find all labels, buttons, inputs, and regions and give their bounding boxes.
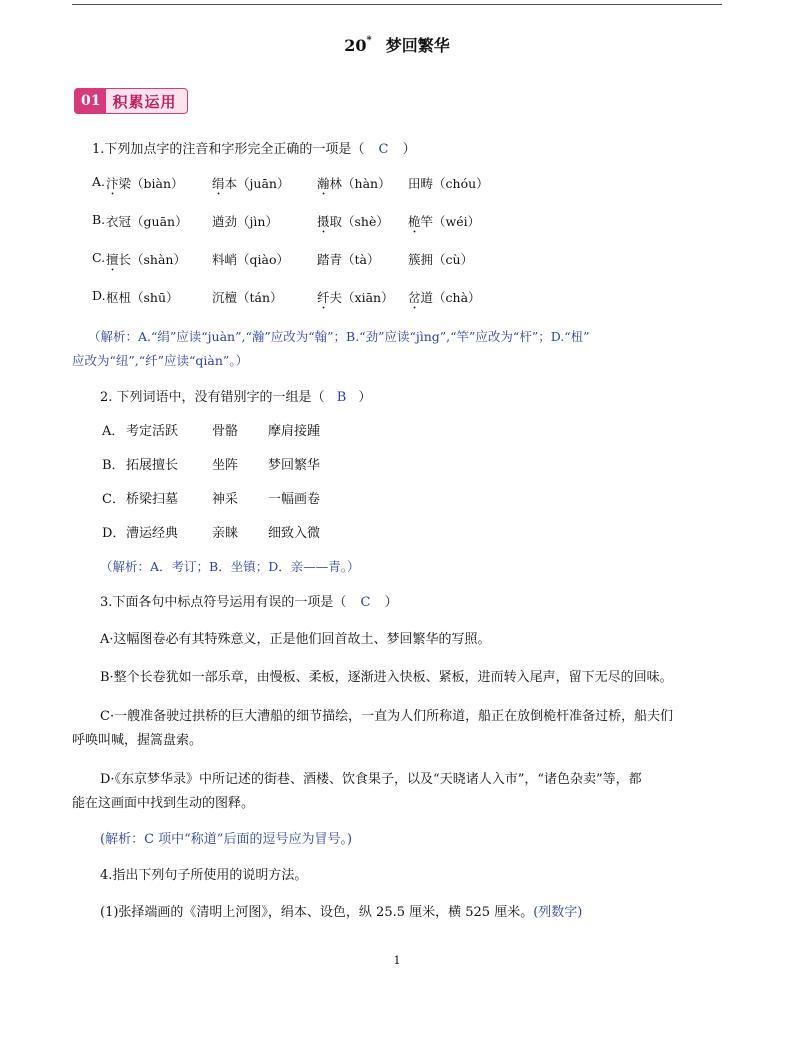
q3-answer: C [360, 595, 371, 610]
page-title [0, 33, 794, 56]
q2-c-word2: 神采 [212, 492, 239, 507]
q1-b-item1-char: 衣 [106, 214, 119, 229]
q1-b-item3-char: 摄 [317, 214, 330, 229]
q1-d-item4-rest: 道（chà） [420, 290, 481, 305]
q1-answer: C [378, 142, 389, 157]
q1-b-item3-rest: 取（shè） [329, 214, 389, 229]
q1-a-item1 [106, 174, 184, 198]
q1-b-item4 [408, 212, 480, 236]
q2-b-word3: 梦回繁华 [268, 458, 321, 473]
q1-d-item2-rest: 檀（tán） [224, 290, 283, 305]
q1-stem-text: 1.下列加点字的注音和字形完全正确的一项是（ [92, 142, 365, 157]
q2-d-label: D． [102, 526, 126, 541]
q3-option-d-line1: D·《东京梦华录》中所记述的街巷、酒楼、饮食果子，以及“天晓诸人入市”，“诸色杂卖”等，都 [100, 772, 642, 787]
q1-c-item1 [106, 250, 186, 274]
q1-a-item4-char: 田 [408, 176, 421, 191]
q1-a-label: A. [92, 174, 106, 189]
q1-c-item4-char: 簇 [408, 252, 421, 267]
q1-c-item1-char: 擅 [106, 252, 119, 267]
q1-c-item2-char: 料 [212, 252, 225, 267]
q1-a-item2 [212, 174, 289, 198]
lesson-star: * [366, 34, 372, 46]
q3-option-b: B·整个长卷犹如一部乐章，由慢板、柔板，逐渐进入快板、紧板，进而转入尾声，留下无尽的回味。 [100, 670, 673, 685]
q1-c-item4-rest: 拥（cù） [420, 252, 474, 267]
q3-close: ） [384, 595, 398, 610]
q2-stem-text: 2. 下列词语中，没有错别字的一组是（ [100, 390, 325, 405]
q1-close: ） [402, 142, 416, 157]
q2-a-word2: 骨骼 [212, 424, 239, 439]
q1-c-item3-char: 踏 [317, 252, 330, 267]
q2-b-word2: 坐阵 [212, 458, 239, 473]
q2-c-label: C． [102, 492, 125, 507]
q1-stem [92, 138, 416, 157]
q1-c-item3-rest: 青（tà） [329, 252, 380, 267]
q2-d-word2: 亲睐 [212, 526, 239, 541]
q2-b-label: B． [102, 458, 125, 473]
q1-d-item3-char: 纤 [317, 290, 330, 305]
lesson-title: 梦回繁华 [385, 36, 450, 55]
q1-d-item1-char: 枢 [106, 290, 119, 305]
q1-b-item4-rest: 竿（wéi） [420, 214, 481, 229]
q1-d-item3-rest: 夫（xiān） [329, 290, 394, 305]
q2-a-label: A． [102, 424, 125, 439]
q1-c-item2-rest: 峭（qiào） [224, 252, 289, 267]
q3-note: (解析：C 项中“称道”后面的逗号应为冒号。) [100, 832, 353, 847]
q2-c-word3: 一幅画卷 [268, 492, 321, 507]
q1-d-item2-char: 沉 [212, 290, 225, 305]
q4-stem: 4.指出下列句子所使用的说明方法。 [100, 868, 308, 883]
q1-note-line2: 应改为“纽”,“纤”应读“qiàn”。） [72, 353, 249, 368]
q1-b-item1-rest: 冠（guān） [118, 214, 188, 229]
q1-d-label: D. [92, 288, 106, 303]
q2-a-word1: 考定活跃 [126, 424, 179, 439]
q2-close: ） [358, 390, 372, 405]
q1-c-item2 [212, 250, 289, 268]
q1-a-item2-char: 绢 [212, 176, 225, 191]
q1-c-item3 [317, 250, 380, 268]
q3-option-c-line1: C·一艘准备驶过拱桥的巨大漕船的细节描绘，一直为人们所称道，船正在放倒桅杆准备过桥，船夫们 [100, 709, 674, 724]
q1-d-item1-rest: 杻（shū） [118, 290, 179, 305]
q3-stem [100, 591, 398, 610]
q2-stem [100, 386, 371, 405]
section-number: 01 [75, 89, 106, 113]
page-number: 1 [393, 954, 401, 967]
q2-a-word3: 摩肩接踵 [268, 424, 321, 439]
q1-a-item1-char: 汴 [106, 176, 119, 191]
q1-a-item4-rest: 畴（chóu） [420, 176, 489, 191]
q3-stem-text: 3.下面各句中标点符号运用有误的一项是（ [100, 595, 347, 610]
q3-option-c-line2: 呼唤叫喊，握篙盘索。 [72, 733, 203, 748]
q1-b-item2-rest: 劲（jìn） [224, 214, 278, 229]
q4-sub1 [100, 901, 582, 920]
section-badge [74, 88, 188, 114]
q2-b-word1: 拓展擅长 [126, 458, 179, 473]
q1-b-item4-char: 桅 [408, 214, 421, 229]
q3-option-a: A·这幅图卷必有其特殊意义，正是他们回首故土、梦回繁华的写照。 [100, 632, 491, 647]
q1-d-item2 [212, 288, 283, 306]
q2-answer: B [336, 390, 347, 405]
q1-note-line1: （解析：A.“绢”应读“juàn”,“瀚”应改为“翰”；B.“劲”应读“jìng”,“竿”应改为“杆”；D.“杻” [88, 329, 590, 344]
q1-a-item3-rest: 林（hàn） [329, 176, 391, 191]
q1-b-item1 [106, 212, 188, 230]
q1-c-item1-rest: 长（shàn） [118, 252, 186, 267]
top-rule [72, 4, 722, 5]
q1-c-label: C. [92, 250, 106, 265]
q2-c-word1: 桥梁扫墓 [126, 492, 179, 507]
q1-d-item1 [106, 288, 179, 306]
section-label: 积累运用 [112, 92, 177, 111]
q3-option-d-line2: 能在这画面中找到生动的图释。 [72, 796, 255, 811]
q1-d-item4-char: 岔 [408, 290, 421, 305]
q1-d-item4 [408, 288, 481, 312]
q1-c-item4 [408, 250, 473, 268]
q1-a-item3-char: 瀚 [317, 176, 330, 191]
q1-b-item2 [212, 212, 278, 230]
q1-d-item3 [317, 288, 394, 312]
q1-b-label: B. [92, 212, 106, 227]
q1-a-item2-rest: 本（juān） [224, 176, 290, 191]
q1-a-item3 [317, 174, 391, 198]
q4-sub1-text: (1)张择端画的《清明上河图》，绢本、设色，纵 25.5 厘米，横 525 厘米。 [100, 905, 534, 920]
lesson-number: 20 [344, 36, 367, 55]
q1-a-item4 [408, 174, 489, 192]
q1-b-item2-char: 遒 [212, 214, 225, 229]
q2-note: （解析：A．考订；B．坐镇；D．亲——青。） [100, 559, 360, 574]
q2-d-word3: 细致入微 [268, 526, 321, 541]
q4-sub1-answer: (列数字) [533, 905, 583, 920]
q1-b-item3 [317, 212, 389, 236]
q2-d-word1: 漕运经典 [126, 526, 179, 541]
q1-a-item1-rest: 梁（biàn） [118, 176, 184, 191]
